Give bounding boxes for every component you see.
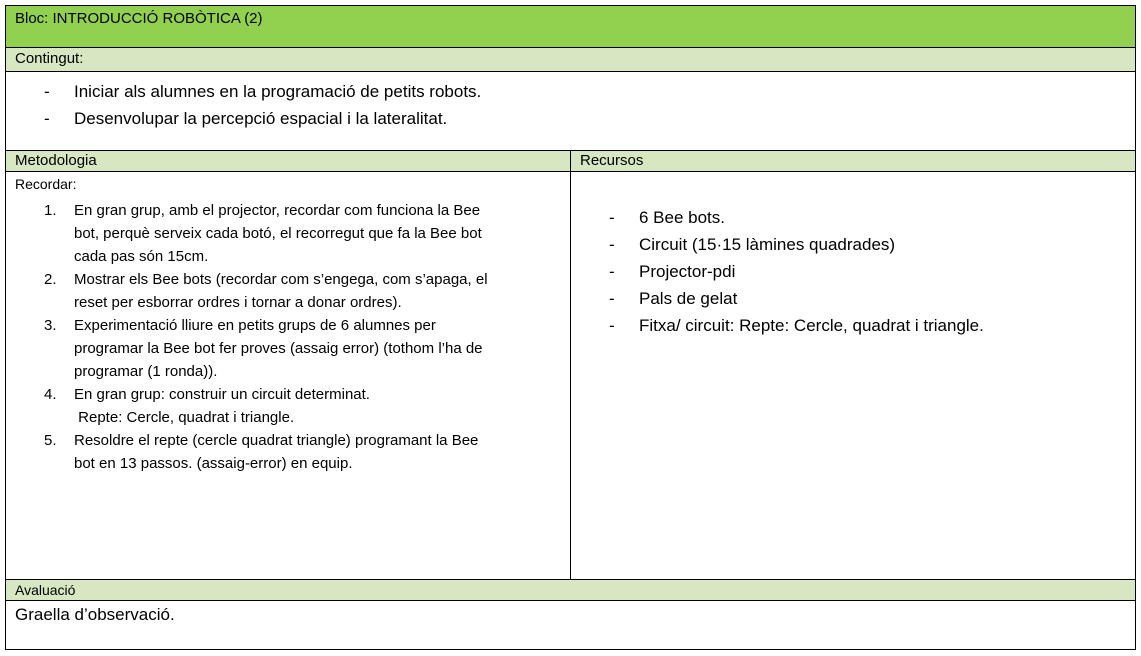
resource-item: - Pals de gelat xyxy=(609,289,738,308)
content-body xyxy=(6,71,1135,150)
methodology-step: 4. En gran grup: construir un circuit determinat. Repte: Cercle, quadrat i triangle. xyxy=(44,386,370,426)
content-label: Contingut: xyxy=(15,50,84,67)
methodology-intro: Recordar: xyxy=(15,176,77,192)
methodology-step: 3. Experimentació lliure en petits grups de 6 alumnes per programar la Bee bot fer proves (assaig error) (tothom l’ha de programar (1 ronda)). xyxy=(44,317,483,380)
methodology-step: 1. En gran grup, amb el projector, recordar com funciona la Bee bot, perquè serveix cada botó, el recorregut que fa la Bee bot cada pas són 15cm. xyxy=(44,202,482,265)
methodology-step: 2. Mostrar els Bee bots (recordar com s’engega, com s’apaga, el reset per esborrar ordres i tornar a donar ordres). xyxy=(44,271,488,311)
resources-label: Recursos xyxy=(580,152,644,169)
content-header-row xyxy=(6,47,1135,71)
methodology-step: 5. Resoldre el repte (cercle quadrat triangle) programant la Bee bot en 13 passos. (assaig-error) en equip. xyxy=(44,432,479,472)
content-item: - Iniciar als alumnes en la programació de petits robots. xyxy=(44,82,482,101)
resource-item: - Fitxa/ circuit: Repte: Cercle, quadrat i triangle. xyxy=(609,316,984,335)
evaluation-header-row xyxy=(6,579,1135,600)
content-list xyxy=(44,78,481,132)
resource-item: - 6 Bee bots. xyxy=(609,208,726,227)
resources-list xyxy=(609,204,984,339)
column-divider xyxy=(570,150,571,579)
methodology-steps xyxy=(16,199,556,475)
evaluation-body xyxy=(6,600,1135,649)
resource-item: - Projector-pdi xyxy=(609,262,736,281)
methodology-label: Metodologia xyxy=(15,152,97,169)
content-item: - Desenvolupar la percepció espacial i la lateralitat. xyxy=(44,109,448,128)
evaluation-text: Graella d’observació. xyxy=(15,605,175,624)
lesson-plan-table xyxy=(5,5,1136,650)
block-title: Bloc: INTRODUCCIÓ ROBÒTICA (2) xyxy=(15,10,263,27)
block-title-row xyxy=(6,6,1135,47)
evaluation-label: Avaluació xyxy=(15,582,76,598)
resource-item: - Circuit (15·15 làmines quadrades) xyxy=(609,235,896,254)
